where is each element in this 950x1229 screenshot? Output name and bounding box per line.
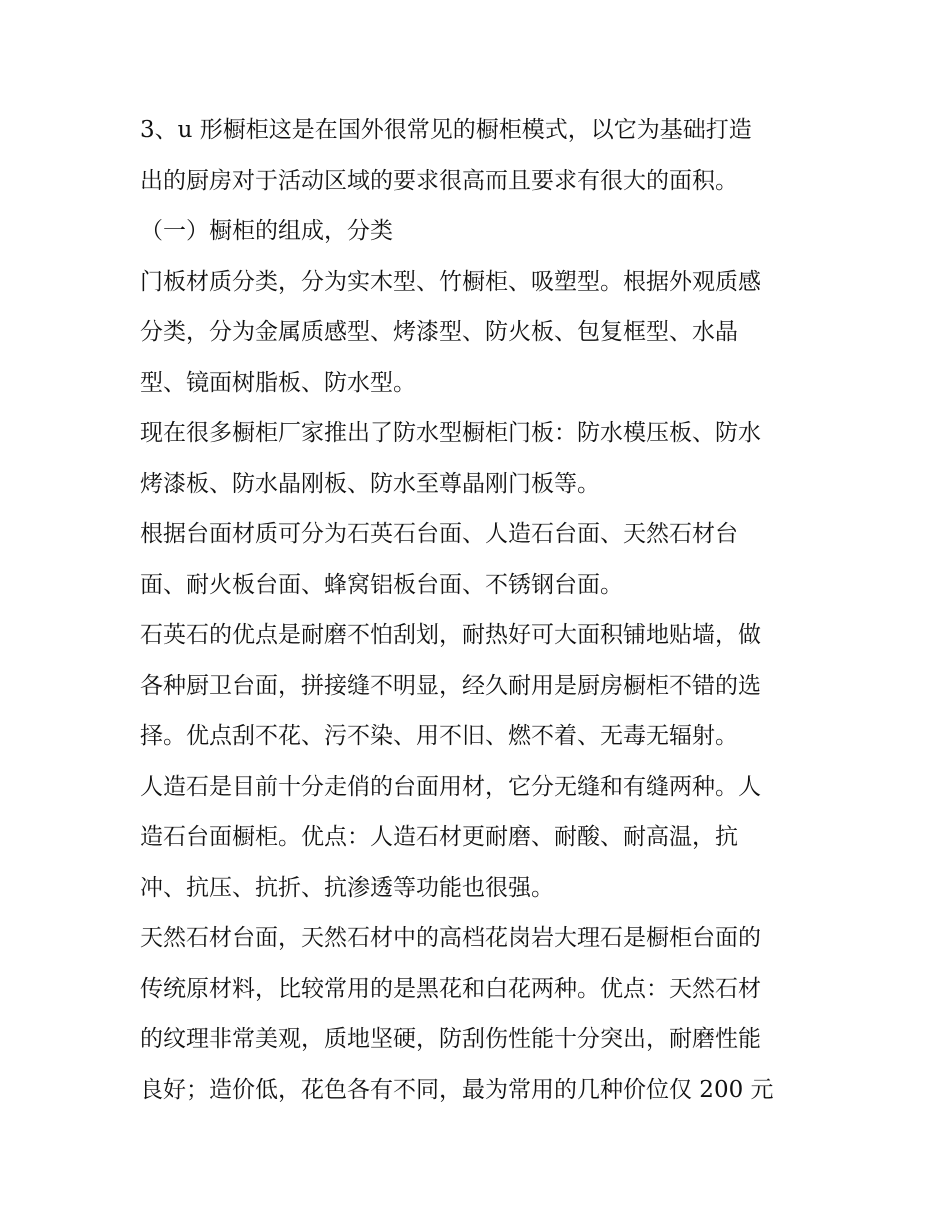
text-line: 造石台面橱柜。优点：人造石材更耐磨、耐酸、耐高温，抗: [140, 824, 738, 850]
text-line: 分类，分为金属质感型、烤漆型、防火板、包复框型、水晶: [140, 319, 738, 345]
text-line: 出的厨房对于活动区域的要求很高而且要求有很大的面积。: [140, 167, 738, 194]
text-line: 面、耐火板台面、蜂窝铝板台面、不锈钢台面。: [140, 571, 623, 598]
text-line: 3、u 形橱柜这是在国外很常见的橱柜模式，以它为基础打造: [140, 117, 752, 143]
text-line: 良好；造价低，花色各有不同，最为常用的几种价位仅 200 元: [140, 1076, 774, 1103]
text-line: 择。优点刮不花、污不染、用不旧、燃不着、无毒无辐射。: [140, 723, 738, 749]
text-line: 石英石的优点是耐磨不怕刮划，耐热好可大面积铺地贴墙，做: [140, 622, 761, 648]
text-line: 现在很多橱柜厂家推出了防水型橱柜门板：防水模压板、防水: [140, 420, 761, 446]
text-line: 门板材质分类，分为实木型、竹橱柜、吸塑型。根据外观质感: [140, 268, 761, 295]
text-line: 的纹理非常美观，质地坚硬，防刮伤性能十分突出，耐磨性能: [140, 1026, 761, 1052]
text-line: 根据台面材质可分为石英石台面、人造石台面、天然石材台: [140, 521, 738, 547]
text-line: 人造石是目前十分走俏的台面用材，它分无缝和有缝两种。人: [140, 773, 761, 800]
text-line: 烤漆板、防水晶刚板、防水至尊晶刚门板等。: [140, 470, 600, 497]
section-heading: （一）橱柜的组成，分类: [140, 218, 393, 244]
text-line: 冲、抗压、抗折、抗渗透等功能也很强。: [140, 874, 554, 901]
document-body: [140, 105, 820, 1115]
text-line: 天然石材台面，天然石材中的高档花岗岩大理石是橱柜台面的: [140, 925, 761, 951]
text-line: 型、镜面树脂板、防水型。: [140, 369, 416, 396]
text-line: 传统原材料，比较常用的是黑花和白花两种。优点：天然石材: [140, 975, 761, 1002]
text-line: 各种厨卫台面，拼接缝不明显，经久耐用是厨房橱柜不错的选: [140, 672, 761, 699]
